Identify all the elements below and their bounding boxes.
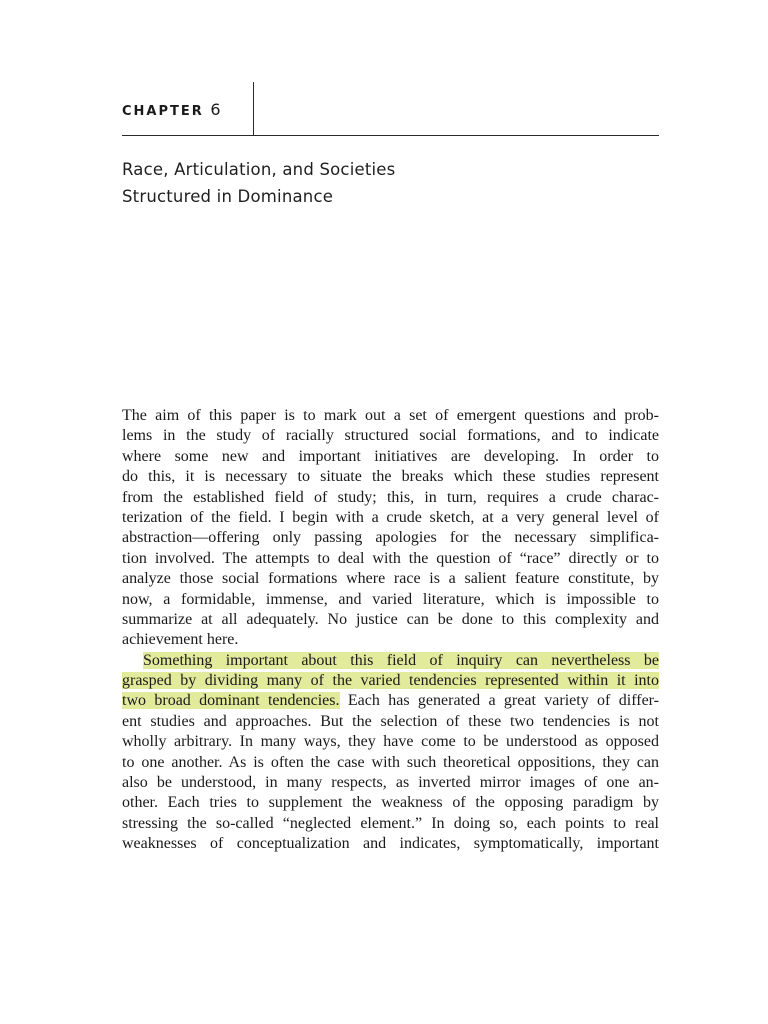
text-line xyxy=(122,651,659,671)
text-span: Each has generated a great variety of differ- xyxy=(339,692,660,710)
chapter-header xyxy=(122,82,659,136)
text-line: to one another. As is often the case with such theoretical oppositions, they can xyxy=(122,753,659,771)
text-line xyxy=(122,691,659,711)
text-line: other. Each tries to supplement the weakness of the opposing paradigm by xyxy=(122,794,659,812)
highlighted-text: Something important about this field of inquiry can nevertheless be xyxy=(143,651,659,669)
paragraph-2 xyxy=(122,651,659,855)
text-line: terization of the field. I begin with a crude sketch, at a very general level of xyxy=(122,508,659,526)
chapter-number: 6 xyxy=(210,100,221,119)
chapter-divider xyxy=(253,82,254,135)
chapter-label xyxy=(122,100,221,119)
highlighted-text: two broad dominant tendencies. xyxy=(122,692,340,710)
text-line: lems in the study of racially structured social formations, and to indicate xyxy=(122,427,659,445)
text-line: summarize at all adequately. No justice can be done to this complexity and xyxy=(122,610,659,628)
text-line: wholly arbitrary. In many ways, they have come to be understood as opposed xyxy=(122,733,659,751)
highlighted-text: grasped by dividing many of the varied tendencies represented within it into xyxy=(122,672,659,690)
text-line: ent studies and approaches. But the selection of these two tendencies is not xyxy=(122,712,659,730)
chapter-label-text: CHAPTER xyxy=(122,104,204,119)
text-line: also be understood, in many respects, as inverted mirror images of one an- xyxy=(122,774,659,792)
chapter-title-line-2: Structured in Dominance xyxy=(122,187,334,206)
text-line: The aim of this paper is to mark out a set of emergent questions and prob- xyxy=(122,407,659,424)
text-line: achievement here. xyxy=(122,631,239,649)
text-line: stressing the so-called “neglected element.” In doing so, each points to real xyxy=(122,814,659,832)
text-line: now, a formidable, immense, and varied literature, which is impossible to xyxy=(122,590,659,608)
text-line: do this, it is necessary to situate the breaks which these studies represent xyxy=(122,468,659,486)
chapter-title-line-1: Race, Articulation, and Societies xyxy=(122,160,396,179)
text-line: where some new and important initiatives are developing. In order to xyxy=(122,447,659,465)
text-line xyxy=(122,671,659,691)
body-text xyxy=(122,406,659,855)
text-line: analyze those social formations where race is a salient feature constitute, by xyxy=(122,570,659,588)
paragraph-1 xyxy=(122,406,659,651)
text-line: abstraction—offering only passing apologies for the necessary simplifica- xyxy=(122,529,659,547)
text-line: from the established field of study; this, in turn, requires a crude charac- xyxy=(122,488,659,506)
chapter-title xyxy=(122,156,662,210)
text-line: weaknesses of conceptualization and indicates, symptomatically, important xyxy=(122,835,659,853)
text-line: tion involved. The attempts to deal with the question of “race” directly or to xyxy=(122,549,659,567)
